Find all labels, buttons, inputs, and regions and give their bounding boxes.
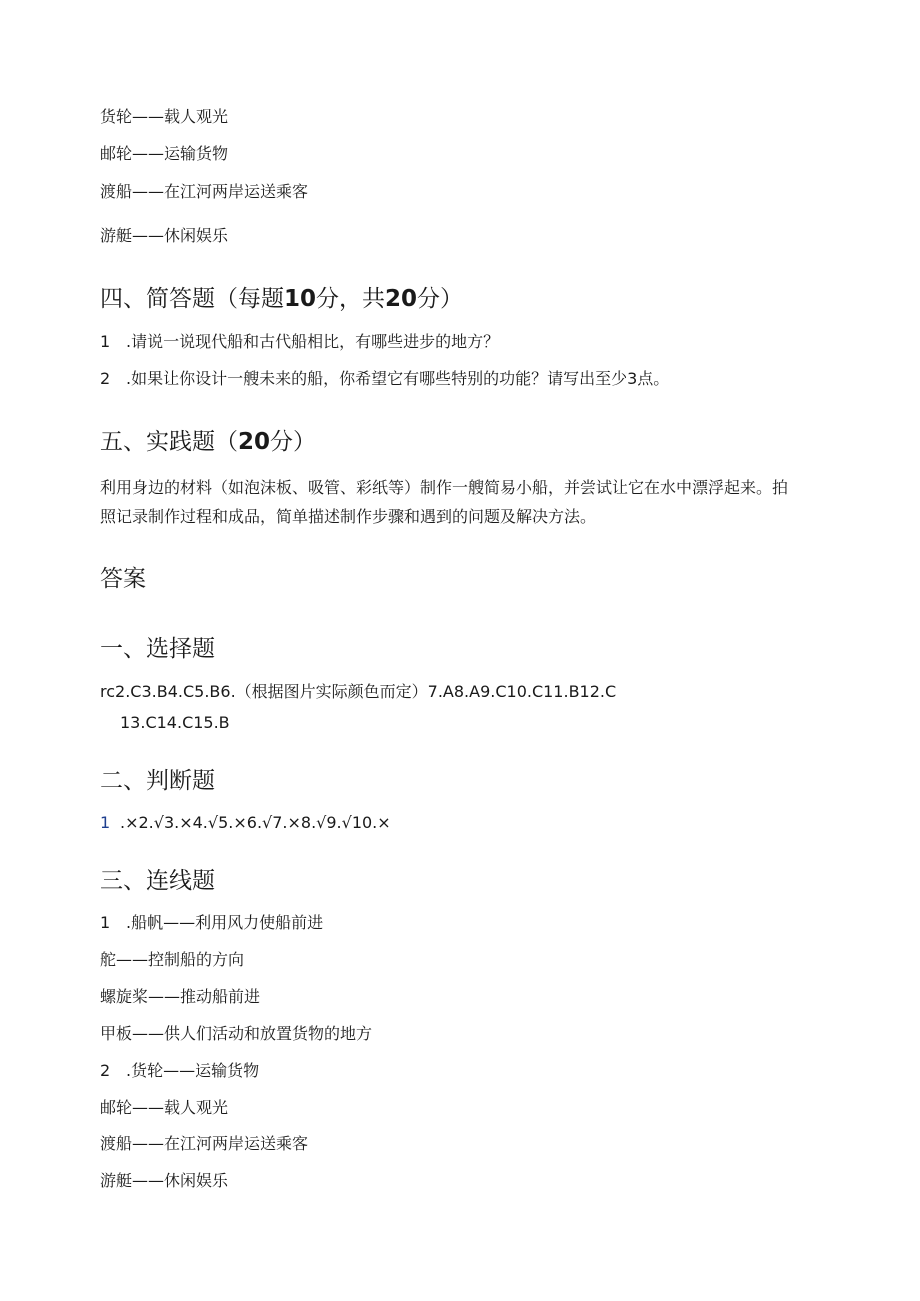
match-line: 渡船——在江河两岸运送乘客 [100, 182, 309, 201]
answer-line: 螺旋桨——推动船前进 [100, 987, 261, 1006]
answer-heading-matching: 三、连线题 [100, 868, 215, 894]
answer-line: 甲板——供人们活动和放置货物的地方 [100, 1024, 373, 1043]
answer-line: 2 .货轮——运输货物 [100, 1061, 260, 1080]
answer-line: 渡船——在江河两岸运送乘客 [100, 1134, 309, 1153]
question-item: 1 .请说一说现代船和古代船相比，有哪些进步的地方？ [100, 332, 500, 351]
answer-line: 游艇——休闲娱乐 [100, 1171, 229, 1190]
answer-line: 邮轮——载人观光 [100, 1098, 229, 1117]
question-item: 2 .如果让你设计一艘未来的船，你希望它有哪些特别的功能？请写出至少3点。 [100, 369, 670, 388]
practice-paragraph: 利用身边的材料（如泡沫板、吸管、彩纸等）制作一艘简易小船，并尝试让它在水中漂浮起来。拍照记录制作过程和成品，简单描述制作步骤和遇到的问题及解决方法。 [100, 478, 789, 526]
answer-line: 舵——控制船的方向 [100, 950, 245, 969]
answer-line: 13.C14.C15.B [120, 713, 230, 732]
answer-title: 答案 [100, 566, 146, 592]
answer-line: 1 .船帆——利用风力使船前进 [100, 913, 324, 932]
section-heading-short-answer: 四、简答题（每题10分，共20分） [100, 286, 464, 312]
answer-heading-choice: 一、选择题 [100, 636, 215, 662]
match-line: 货轮——载人观光 [100, 107, 229, 126]
match-line: 邮轮——运输货物 [100, 144, 229, 163]
answer-heading-judgment: 二、判断题 [100, 768, 215, 794]
match-line: 游艇——休闲娱乐 [100, 226, 229, 245]
answer-line: rc2.C3.B4.C5.B6.（根据图片实际颜色而定）7.A8.A9.C10.C11.B12.C [100, 682, 617, 701]
answer-line: 1 .×2.√3.×4.√5.×6.√7.×8.√9.√10.× [100, 813, 391, 832]
section-heading-practice: 五、实践题（20分） [100, 429, 317, 455]
